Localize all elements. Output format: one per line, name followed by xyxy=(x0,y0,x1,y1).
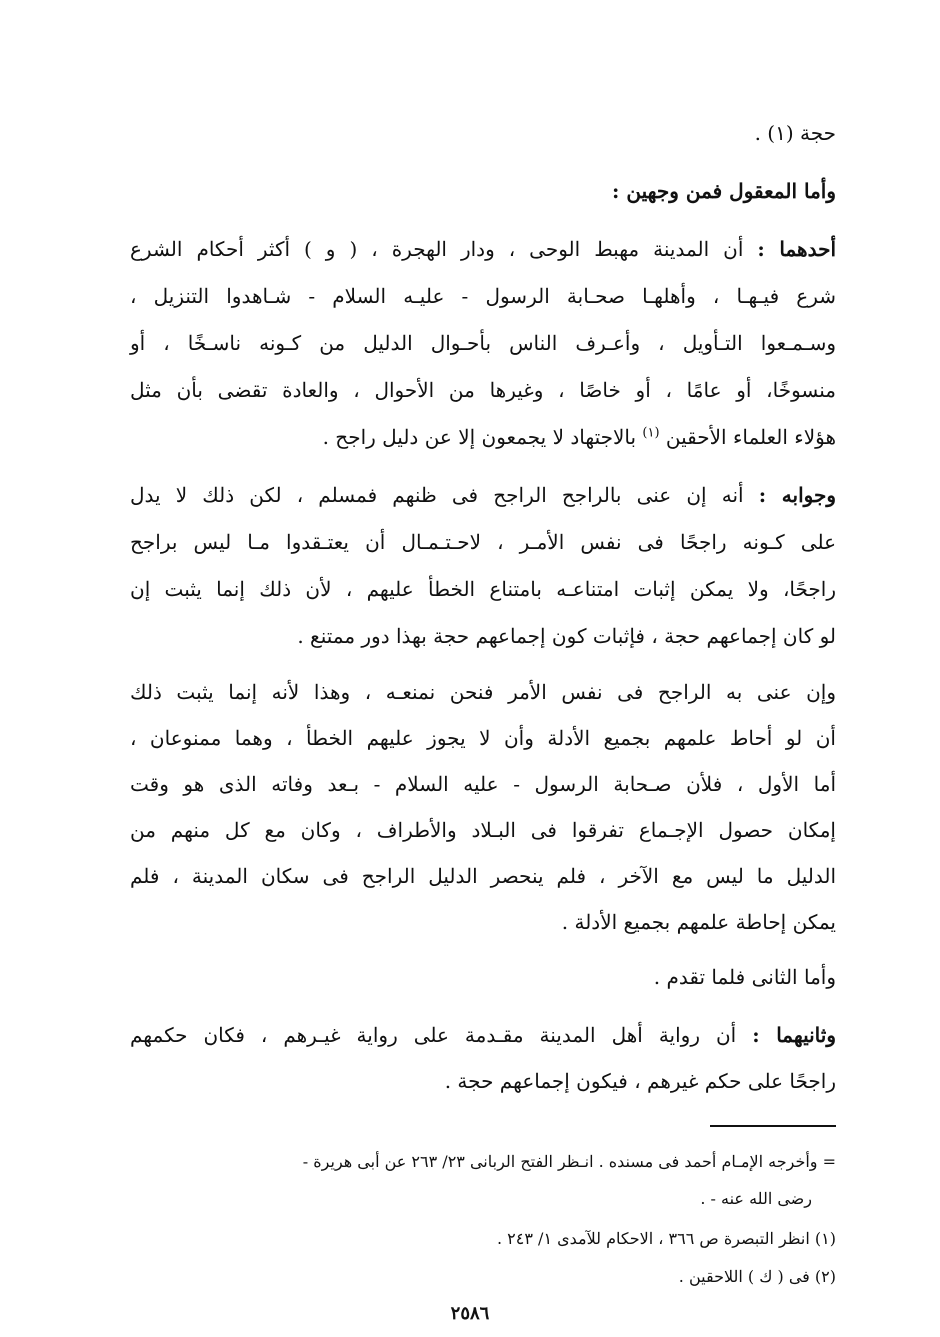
footnote-separator xyxy=(710,1125,836,1127)
para1-line-4: منسوخًا، أو عامًا ، أو خاصًا ، وغيرها من الأحوال ، والعادة تقضى بأن مثل xyxy=(130,378,836,402)
footnote-1: (١) انظر التبصرة ص ٣٦٦ ، الاحكام للآمدى ١/ ٢٤٣ . xyxy=(497,1229,836,1248)
para1-line5-end: بالاجتهاد لا يجمعون إلا عن دليل راجح . xyxy=(322,425,637,449)
para3-line-5: الدليل ما ليس مع الآخر ، فلم ينحصر الدليل الراجح فى سكان المدينة ، فلم xyxy=(130,864,836,888)
para5-line-2: راجحًا على حكم غيرهم ، فيكون إجماعهم حجة . xyxy=(444,1069,836,1093)
para1-text: أن المدينة مهبط الوحى ، ودار الهجرة ، ( و ) أكثر أحكام الشرع xyxy=(130,237,744,261)
section-heading: وأما المعقول فمن وجهين : xyxy=(612,179,836,203)
para2-lead: وجوابه : xyxy=(758,483,837,507)
para1-lead: أحدهما : xyxy=(757,237,837,261)
para1-line-5 xyxy=(130,424,836,450)
para1-line5-start: هؤلاء العلماء الأحقين xyxy=(665,425,836,449)
para2-line-2: على كـونه راجحًا فى نفس الأمـر ، لاحـتـمـال أن يعتـقدوا مـا ليس براجح xyxy=(130,530,836,554)
para2-line-4: لو كان إجماعهم حجة ، فإثبات كون إجماعهم حجة بهذا دور ممتنع . xyxy=(297,624,836,648)
footnote-ref-1: (١) xyxy=(642,425,660,441)
para1-line-1 xyxy=(130,236,836,262)
para3-line-1: وإن عنى به الراجح فى نفس الأمر فنحن نمنعـه ، وهذا لأنه إنما يثبت ذلك xyxy=(130,680,836,704)
para5-text: أن رواية أهل المدينة مقـدمة على رواية غيـرهم ، فكان حكمهم xyxy=(130,1023,737,1047)
para5-lead: وثانيهما : xyxy=(752,1023,836,1047)
para1-line-3: وسـمـعوا التـأويل ، وأعـرف الناس بأحـوال الدليل من كـونه ناسـخًا ، أو xyxy=(130,331,836,355)
para2-line-3: راجحًا، ولا يمكن إثبات امتناعـه بامتناع الخطأ عليهم ، لأن ذلك إنما يثبت إن xyxy=(130,577,836,601)
para1-line-2: شرع فيـهـا ، وأهلهـا صحـابة الرسول - عليـه السلام - شـاهدوا التنزيل ، xyxy=(130,284,836,308)
para2-line-1 xyxy=(130,482,836,508)
footnote-2: (٢) فى ( ك ) اللاحقين . xyxy=(678,1267,836,1286)
para3-line-2: أن لو أحاط علمهم بجميع الأدلة وأن لا يجوز عليهم الخطأ ، وهما ممنوعان ، xyxy=(130,726,836,750)
para4-line: وأما الثانى فلما تقدم . xyxy=(653,965,836,989)
para5-line-1 xyxy=(130,1022,836,1048)
page-number: ٢٥٨٦ xyxy=(450,1303,490,1324)
para3-line-3: أما الأول ، فلأن صـحابة الرسول - عليه السلام - بـعد وفاته الذى هو وقت xyxy=(130,772,836,796)
continuation-line: حجة (١) . xyxy=(754,121,836,145)
para3-line-4: إمكان حصول الإجـماع تفرقوا فى البـلاد والأطراف ، وكان مع كل منهم من xyxy=(130,818,836,842)
para3-line-6: يمكن إحاطة علمهم بجميع الأدلة . xyxy=(561,910,836,934)
footnote-continuation-line-1: = وأخرجه الإمـام أحمد فى مسنده . انـظر الفتح الربانى ٢٣/ ٢٦٣ عن أبى هريرة - xyxy=(302,1152,836,1171)
para2-text: أنه إن عنى بالراجح الراجح فى ظنهم فمسلم ، لكن ذلك لا يدل xyxy=(130,483,744,507)
footnote-continuation-line-2: رضى الله عنه - . xyxy=(700,1189,812,1208)
